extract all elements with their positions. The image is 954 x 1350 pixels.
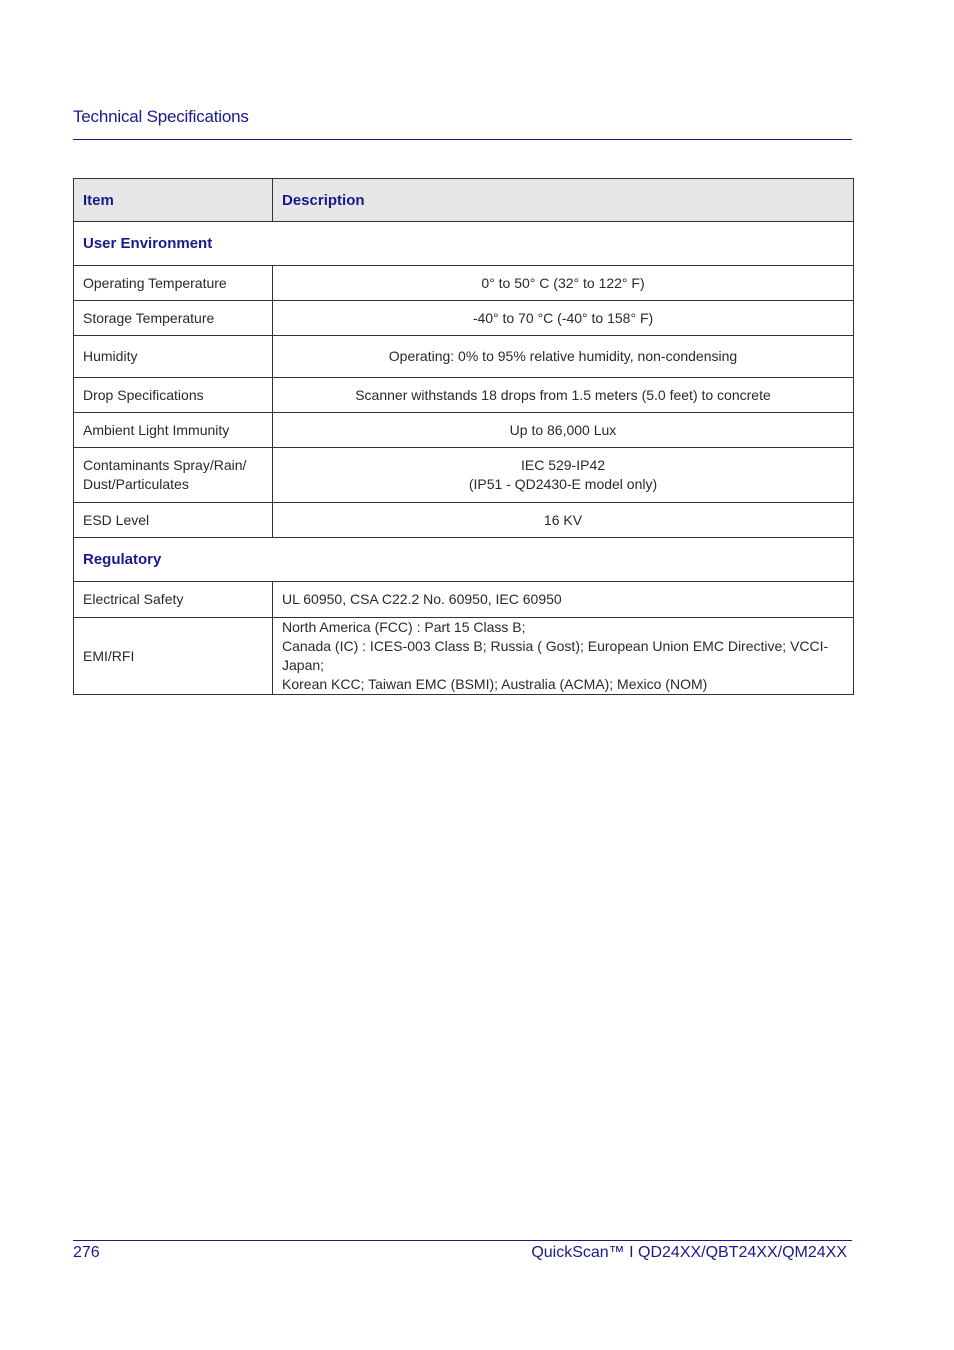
header-divider	[73, 139, 852, 140]
item-cell: Ambient Light Immunity	[74, 413, 273, 448]
description-cell: 0° to 50° C (32° to 122° F)	[273, 266, 854, 301]
description-cell: Scanner withstands 18 drops from 1.5 meters (5.0 feet) to concrete	[273, 378, 854, 413]
product-name: QuickScan™ I QD24XX/QBT24XX/QM24XX	[531, 1244, 847, 1261]
item-cell: Drop Specifications	[74, 378, 273, 413]
table-row	[74, 503, 854, 538]
column-header-description: Description	[273, 179, 854, 222]
section-row-regulatory	[74, 538, 854, 582]
item-cell: EMI/RFI	[74, 618, 273, 695]
section-row-user-environment	[74, 222, 854, 266]
table-row	[74, 301, 854, 336]
section-title: User Environment	[74, 222, 854, 266]
column-header-item: Item	[74, 179, 273, 222]
item-cell: Operating Temperature	[74, 266, 273, 301]
description-cell: UL 60950, CSA C22.2 No. 60950, IEC 60950	[273, 582, 854, 618]
table-header-row	[74, 179, 854, 222]
description-cell	[273, 448, 854, 503]
table-row	[74, 448, 854, 503]
description-line: (IP51 - QD2430-E model only)	[468, 476, 658, 492]
item-cell: Electrical Safety	[74, 582, 273, 618]
description-cell: Operating: 0% to 95% relative humidity, non-condensing	[273, 336, 854, 378]
table-row	[74, 336, 854, 378]
spec-table	[73, 178, 854, 695]
page-number: 276	[73, 1244, 100, 1261]
description-line: Canada (IC) : ICES-003 Class B; Russia ( Gost); European Union EMC Directive; VCCI-Japan;	[282, 638, 829, 673]
item-cell: Storage Temperature	[74, 301, 273, 336]
item-cell: ESD Level	[74, 503, 273, 538]
description-cell: 16 KV	[273, 503, 854, 538]
item-line: Contaminants Spray/Rain/	[83, 457, 247, 473]
table-row	[74, 582, 854, 618]
footer-divider	[73, 1240, 852, 1241]
item-cell	[74, 448, 273, 503]
section-title: Regulatory	[74, 538, 854, 582]
item-line: Dust/Particulates	[83, 476, 189, 492]
description-cell: Up to 86,000 Lux	[273, 413, 854, 448]
table-row	[74, 266, 854, 301]
table-row	[74, 378, 854, 413]
description-line: North America (FCC) : Part 15 Class B;	[282, 619, 526, 635]
table-row	[74, 413, 854, 448]
table-row	[74, 618, 854, 695]
item-cell: Humidity	[74, 336, 273, 378]
page-header-title: Technical Specifications	[73, 107, 249, 126]
description-line: Korean KCC; Taiwan EMC (BSMI); Australia (ACMA); Mexico (NOM)	[282, 676, 708, 692]
description-cell: -40° to 70 °C (-40° to 158° F)	[273, 301, 854, 336]
description-line: IEC 529-IP42	[520, 457, 606, 473]
description-cell	[273, 618, 854, 695]
